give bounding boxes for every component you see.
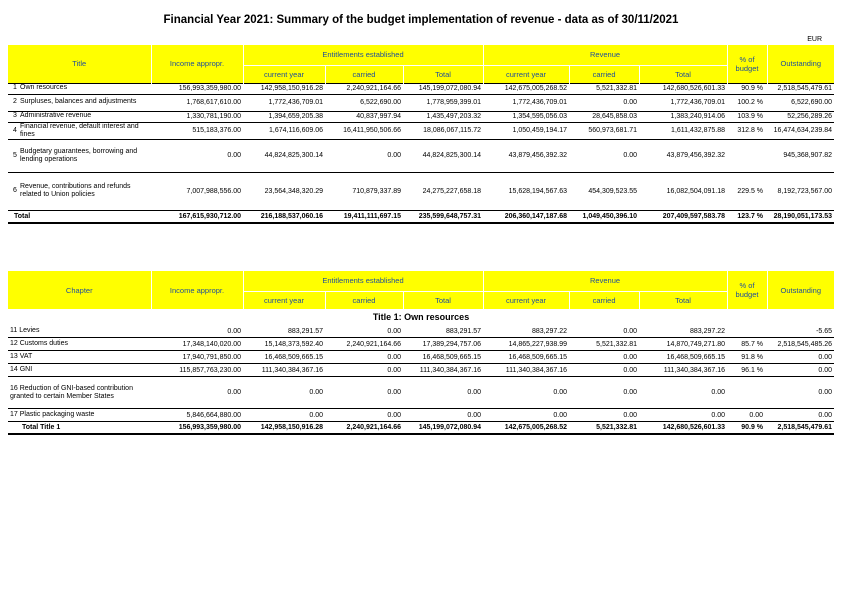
cell-rev-total: 207,409,597,583.78 xyxy=(639,210,727,223)
cell-ent-total: 235,599,648,757.31 xyxy=(403,210,483,223)
cell-rev-carried: 0.00 xyxy=(569,377,639,409)
cell-income: 5,846,664,880.00 xyxy=(151,409,243,422)
cell-ent-current: 111,340,384,367.16 xyxy=(243,364,325,377)
col-header-outstanding: Outstanding xyxy=(767,271,834,309)
col-header-chapter: Chapter xyxy=(8,271,151,309)
cell-pct xyxy=(727,139,767,172)
cell-pct: 90.9 % xyxy=(727,83,767,94)
cell-outstanding: 945,368,907.82 xyxy=(767,139,834,172)
cell-pct xyxy=(727,377,767,409)
row-label: Budgetary guarantees, borrowing and lending operations xyxy=(20,147,138,163)
col-header-income: Income appropr. xyxy=(151,271,243,309)
cell-rev-carried: 5,521,332.81 xyxy=(569,338,639,351)
cell-rev-total: 43,879,456,392.32 xyxy=(639,139,727,172)
col-header-revenue: Revenue xyxy=(483,271,727,291)
cell-income: 1,768,617,610.00 xyxy=(151,94,243,111)
cell-ent-total: 145,199,072,080.94 xyxy=(403,422,483,435)
total-row xyxy=(8,210,834,223)
cell-ent-current: 15,148,373,592.40 xyxy=(243,338,325,351)
cell-income: 0.00 xyxy=(227,327,241,335)
table-row xyxy=(8,377,834,409)
cell-income: 156,993,359,980.00 xyxy=(151,83,243,94)
table-row xyxy=(8,139,834,172)
cell-rev-current: 1,050,459,194.17 xyxy=(483,122,569,139)
cell-rev-carried: 1,049,450,396.10 xyxy=(569,210,639,223)
cell-outstanding: 0.00 xyxy=(767,351,834,364)
col-header-ent-total: Total xyxy=(403,65,483,83)
table-row xyxy=(8,122,834,139)
summary-by-title-table xyxy=(8,45,834,224)
cell-pct: 96.1 % xyxy=(727,364,767,377)
table-row xyxy=(8,325,834,338)
col-header-ent-carried: carried xyxy=(325,291,403,309)
cell-income: 7,007,988,556.00 xyxy=(151,172,243,210)
cell-ent-carried: 16,411,950,506.66 xyxy=(325,122,403,139)
row-label: Surpluses, balances and adjustments xyxy=(20,98,137,106)
row-index: 2 xyxy=(13,98,17,106)
table-row xyxy=(8,351,834,364)
table-row xyxy=(8,172,834,210)
cell-pct: 103.9 % xyxy=(727,111,767,122)
cell-ent-total: 0.00 xyxy=(403,409,483,422)
table-row xyxy=(8,83,834,94)
cell-rev-current: 14,865,227,938.99 xyxy=(483,338,569,351)
col-header-rev-total: Total xyxy=(639,65,727,83)
table-row xyxy=(8,94,834,111)
cell-ent-carried: 0.00 xyxy=(387,327,401,335)
cell-ent-current: 44,824,825,300.14 xyxy=(243,139,325,172)
row-label: 11 Levies xyxy=(10,327,40,334)
cell-outstanding: 16,474,634,239.84 xyxy=(767,122,834,139)
cell-rev-carried: 560,973,681.71 xyxy=(569,122,639,139)
cell-pct: 85.7 % xyxy=(727,338,767,351)
cell-rev-total: 1,772,436,709.01 xyxy=(639,94,727,111)
row-label: Own resources xyxy=(20,84,68,92)
row-label: Financial revenue, default interest and fines xyxy=(20,122,139,138)
cell-ent-carried: 0.00 xyxy=(325,139,403,172)
report-title: Financial Year 2021: Summary of the budget implementation of revenue - data as of 30/11/2021 xyxy=(163,14,679,26)
cell-outstanding: -5.65 xyxy=(816,327,833,335)
cell-pct xyxy=(727,325,767,338)
cell-ent-carried: 40,837,997.94 xyxy=(325,111,403,122)
cell-pct: 229.5 % xyxy=(727,172,767,210)
cell-rev-current: 15,628,194,567.63 xyxy=(483,172,569,210)
total-label: Total xyxy=(8,210,151,223)
total-row xyxy=(8,422,834,435)
cell-ent-current: 16,468,509,665.15 xyxy=(243,351,325,364)
cell-income: 17,940,791,850.00 xyxy=(151,351,243,364)
cell-ent-current: 1,394,659,205.38 xyxy=(243,111,325,122)
cell-ent-carried: 2,240,921,164.66 xyxy=(325,83,403,94)
col-header-revenue: Revenue xyxy=(483,45,727,65)
cell-ent-current: 142,958,150,916.28 xyxy=(243,422,325,435)
cell-outstanding: 8,192,723,567.00 xyxy=(767,172,834,210)
cell-ent-carried: 0.00 xyxy=(325,409,403,422)
cell-income: 17,348,140,020.00 xyxy=(151,338,243,351)
cell-ent-current: 0.00 xyxy=(243,409,325,422)
row-index: 4 xyxy=(13,126,17,134)
cell-rev-current: 883,297.22 xyxy=(531,327,568,335)
cell-income: 115,857,763,230.00 xyxy=(151,364,243,377)
cell-rev-current: 1,772,436,709.01 xyxy=(483,94,569,111)
summary-by-chapter-table xyxy=(8,271,834,435)
col-header-rev-carried: carried xyxy=(569,291,639,309)
cell-rev-carried: 5,521,332.81 xyxy=(569,83,639,94)
cell-pct: 312.8 % xyxy=(727,122,767,139)
cell-rev-total: 1,611,432,875.88 xyxy=(639,122,727,139)
row-index: 6 xyxy=(13,187,17,194)
cell-ent-total: 24,275,227,658.18 xyxy=(403,172,483,210)
cell-rev-total: 142,680,526,601.33 xyxy=(639,83,727,94)
cell-ent-carried: 710,879,337.89 xyxy=(325,172,403,210)
cell-rev-total: 0.00 xyxy=(639,409,727,422)
section-row xyxy=(8,309,834,325)
cell-ent-carried: 19,411,111,697.15 xyxy=(325,210,403,223)
cell-ent-total: 111,340,384,367.16 xyxy=(403,364,483,377)
cell-outstanding: 2,518,545,485.26 xyxy=(767,338,834,351)
row-index: 3 xyxy=(13,112,17,120)
col-header-rev-total: Total xyxy=(639,291,727,309)
cell-income: 515,183,376.00 xyxy=(151,122,243,139)
cell-pct: 100.2 % xyxy=(727,94,767,111)
cell-rev-total: 16,468,509,665.15 xyxy=(639,351,727,364)
col-header-entitlements: Entitlements established xyxy=(243,271,483,291)
cell-ent-total: 18,086,067,115.72 xyxy=(403,122,483,139)
cell-rev-current: 16,468,509,665.15 xyxy=(483,351,569,364)
col-header-ent-total: Total xyxy=(403,291,483,309)
col-header-pct: % of budget xyxy=(727,271,767,309)
cell-outstanding: 2,518,545,479.61 xyxy=(767,83,834,94)
currency-label: EUR xyxy=(807,36,822,43)
col-header-ent-current: current year xyxy=(243,291,325,309)
cell-rev-total: 142,680,526,601.33 xyxy=(639,422,727,435)
cell-rev-carried: 5,521,332.81 xyxy=(569,422,639,435)
cell-rev-carried: 0.00 xyxy=(569,351,639,364)
cell-outstanding: 0.00 xyxy=(767,409,834,422)
cell-rev-total: 1,383,240,914.06 xyxy=(639,111,727,122)
row-label: 14 GNI xyxy=(8,364,151,377)
table-row xyxy=(8,409,834,422)
cell-rev-current: 206,360,147,187.68 xyxy=(483,210,569,223)
cell-ent-carried: 0.00 xyxy=(325,351,403,364)
cell-ent-current: 142,958,150,916.28 xyxy=(243,83,325,94)
cell-rev-carried: 454,309,523.55 xyxy=(569,172,639,210)
cell-ent-carried: 0.00 xyxy=(325,377,403,409)
cell-ent-total: 16,468,509,665.15 xyxy=(403,351,483,364)
cell-ent-carried: 6,522,690.00 xyxy=(325,94,403,111)
cell-ent-carried: 2,240,921,164.66 xyxy=(325,338,403,351)
cell-pct: 123.7 % xyxy=(727,210,767,223)
cell-ent-carried: 0.00 xyxy=(325,364,403,377)
row-index: 5 xyxy=(13,151,17,159)
cell-rev-total: 0.00 xyxy=(639,377,727,409)
cell-rev-current: 0.00 xyxy=(483,377,569,409)
cell-rev-current: 142,675,005,268.52 xyxy=(483,422,569,435)
col-header-rev-current: current year xyxy=(483,291,569,309)
cell-ent-current: 1,674,116,609.06 xyxy=(243,122,325,139)
cell-ent-current: 23,564,348,320.29 xyxy=(243,172,325,210)
cell-outstanding: 6,522,690.00 xyxy=(767,94,834,111)
cell-rev-current: 111,340,384,367.16 xyxy=(483,364,569,377)
cell-rev-current: 43,879,456,392.32 xyxy=(483,139,569,172)
col-header-rev-current: current year xyxy=(483,65,569,83)
cell-ent-total: 145,199,072,080.94 xyxy=(403,83,483,94)
cell-rev-total: 111,340,384,367.16 xyxy=(639,364,727,377)
cell-pct: 0.00 xyxy=(727,409,767,422)
cell-ent-current: 1,772,436,709.01 xyxy=(243,94,325,111)
cell-ent-current: 883,291.57 xyxy=(287,327,323,335)
total-label: Total Title 1 xyxy=(8,422,151,435)
cell-ent-total: 17,389,294,757.06 xyxy=(403,338,483,351)
cell-ent-current: 0.00 xyxy=(243,377,325,409)
cell-rev-carried: 0.00 xyxy=(569,409,639,422)
table-row xyxy=(8,338,834,351)
cell-ent-total: 0.00 xyxy=(403,377,483,409)
row-label: 12 Customs duties xyxy=(8,338,151,351)
table-row xyxy=(8,111,834,122)
cell-outstanding: 0.00 xyxy=(767,377,834,409)
cell-rev-carried: 0.00 xyxy=(569,139,639,172)
cell-rev-carried: 0.00 xyxy=(569,364,639,377)
cell-ent-total: 1,778,959,399.01 xyxy=(403,94,483,111)
cell-ent-total: 44,824,825,300.14 xyxy=(403,139,483,172)
cell-rev-carried: 0.00 xyxy=(569,94,639,111)
row-label: 13 VAT xyxy=(8,351,151,364)
cell-rev-current: 0.00 xyxy=(483,409,569,422)
col-header-ent-carried: carried xyxy=(325,65,403,83)
cell-ent-total: 883,291.57 xyxy=(445,327,482,335)
cell-rev-current: 142,675,005,268.52 xyxy=(483,83,569,94)
cell-rev-total: 883,297.22 xyxy=(689,327,726,335)
cell-rev-current: 1,354,595,056.03 xyxy=(483,111,569,122)
cell-outstanding: 28,190,051,173.53 xyxy=(767,210,834,223)
cell-outstanding: 52,256,289.26 xyxy=(767,111,834,122)
cell-rev-total: 14,870,749,271.80 xyxy=(639,338,727,351)
row-index: 1 xyxy=(13,84,17,92)
cell-ent-carried: 2,240,921,164.66 xyxy=(325,422,403,435)
col-header-income: Income appropr. xyxy=(151,45,243,83)
col-header-ent-current: current year xyxy=(243,65,325,83)
col-header-title: Title xyxy=(8,45,151,83)
cell-ent-total: 1,435,497,203.32 xyxy=(403,111,483,122)
col-header-outstanding: Outstanding xyxy=(767,45,834,83)
row-label: 17 Plastic packaging waste xyxy=(8,409,151,422)
cell-income: 156,993,359,980.00 xyxy=(151,422,243,435)
cell-income: 0.00 xyxy=(151,139,243,172)
cell-rev-total: 16,082,504,091.18 xyxy=(639,172,727,210)
cell-pct: 90.9 % xyxy=(727,422,767,435)
cell-income: 167,615,930,712.00 xyxy=(151,210,243,223)
cell-income: 0.00 xyxy=(151,377,243,409)
cell-pct: 91.8 % xyxy=(727,351,767,364)
cell-ent-current: 216,188,537,060.16 xyxy=(243,210,325,223)
cell-income: 1,330,781,190.00 xyxy=(151,111,243,122)
table-row xyxy=(8,364,834,377)
row-label: 16 Reduction of GNI-based contribution granted to certain Member States xyxy=(8,377,151,409)
cell-outstanding: 2,518,545,479.61 xyxy=(767,422,834,435)
col-header-pct: % of budget xyxy=(727,45,767,83)
row-label: Administrative revenue xyxy=(20,112,92,120)
row-label: Revenue, contributions and refunds related to Union policies xyxy=(20,183,131,198)
col-header-rev-carried: carried xyxy=(569,65,639,83)
section-title: Title 1: Own resources xyxy=(372,312,470,322)
col-header-entitlements: Entitlements established xyxy=(243,45,483,65)
cell-outstanding: 0.00 xyxy=(767,364,834,377)
cell-rev-carried: 28,645,858.03 xyxy=(569,111,639,122)
cell-rev-carried: 0.00 xyxy=(623,327,638,335)
